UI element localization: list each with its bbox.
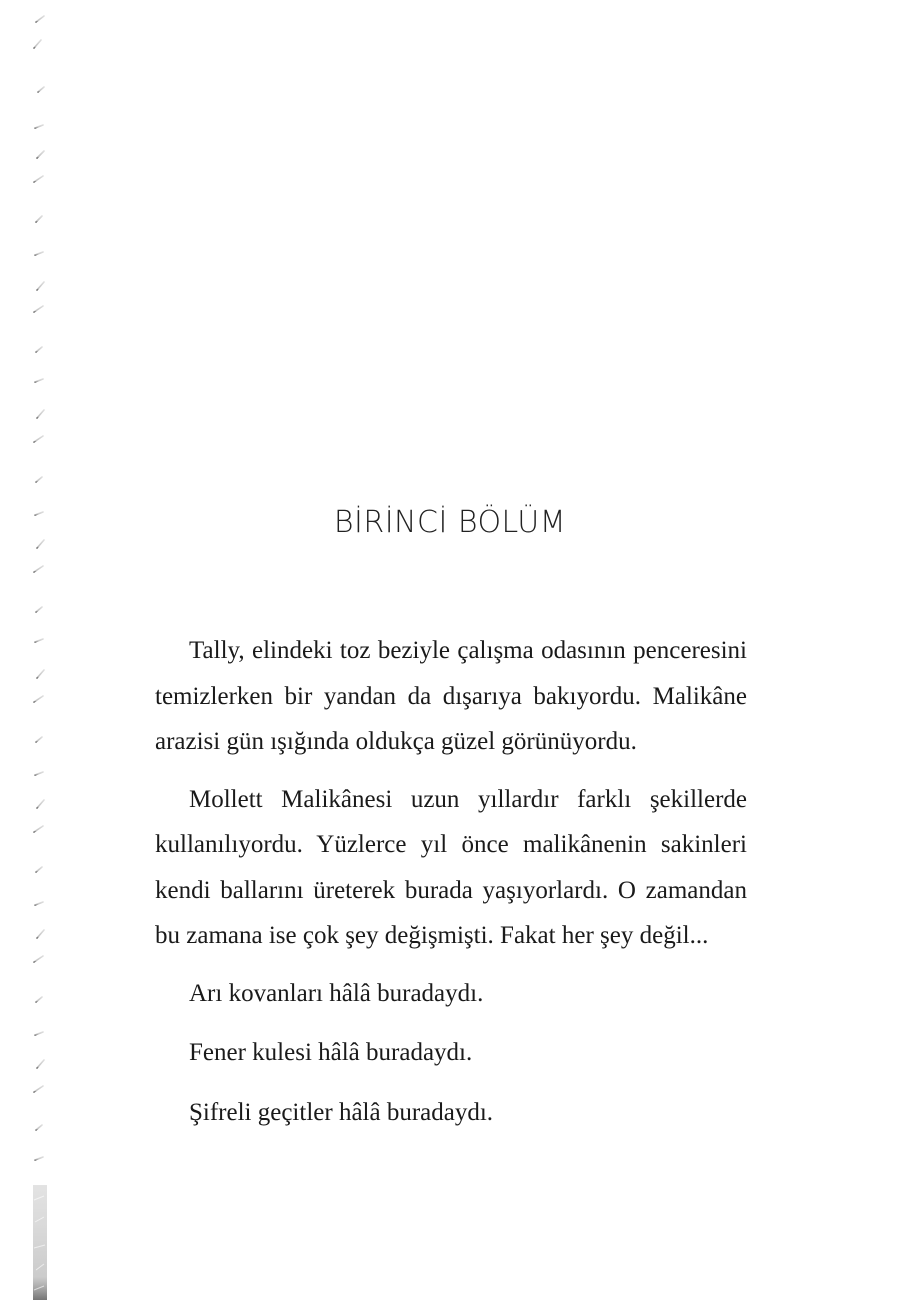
paragraph: Şifreli geçitler hâlâ buradaydı. <box>189 1098 494 1126</box>
paragraph: Mollett Malikânesi uzun yıllardır farklı şekillerde kullanılıyordu. Yüzlerce yıl önce malikânenin sakinleri kendi ballarını üreterek burada yaşıyorlardı. O zamandan bu zamana ise çok şey değişmişti. Fakat her şey değil... <box>155 785 747 949</box>
paragraph: Arı kovanları hâlâ buradaydı. <box>189 979 484 1007</box>
page-edge-decoration <box>0 0 60 1300</box>
chapter-title: BİRİNCİ BÖLÜM <box>333 505 567 540</box>
paragraph: Tally, elindeki toz beziyle çalışma odasının penceresini temizlerken bir yandan da dışarıya bakıyordu. Malikâne arazisi gün ışığında oldukça güzel görünüyordu. <box>155 637 747 755</box>
chapter-body <box>155 628 747 1149</box>
paragraph: Fener kulesi hâlâ buradaydı. <box>189 1039 473 1066</box>
